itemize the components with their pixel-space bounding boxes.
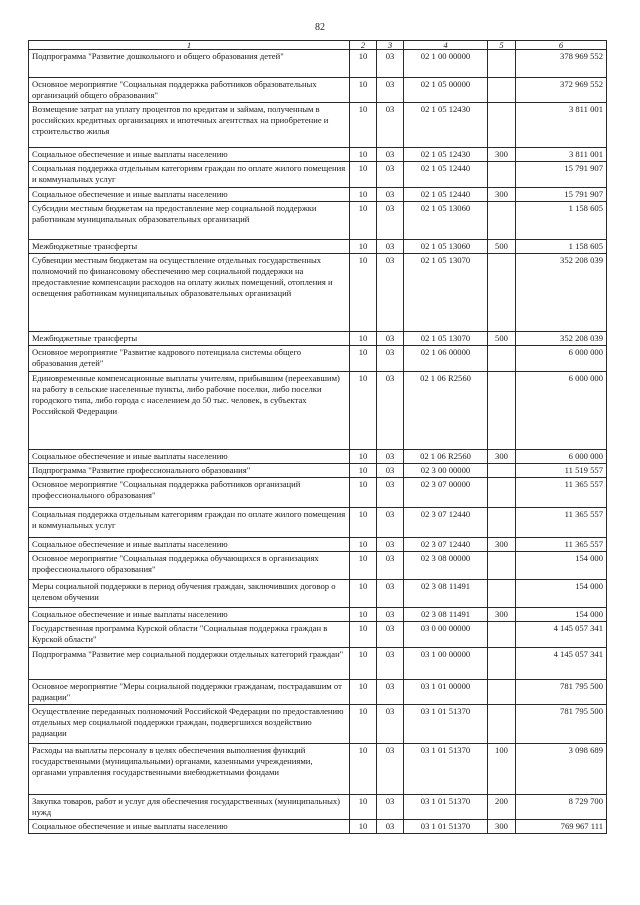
row-amount: 15 791 907 (516, 188, 607, 202)
row-subsection: 03 (377, 552, 404, 580)
row-subsection: 03 (377, 622, 404, 648)
row-target-article: 02 1 05 00000 (404, 78, 488, 103)
row-name: Межбюджетные трансферты (29, 332, 350, 346)
page-number: 82 (315, 22, 325, 33)
row-target-article: 02 1 05 12440 (404, 188, 488, 202)
row-target-article: 02 1 06 00000 (404, 346, 488, 372)
row-section: 10 (350, 346, 377, 372)
row-target-article: 03 1 01 51370 (404, 705, 488, 744)
row-subsection: 03 (377, 705, 404, 744)
row-target-article: 02 1 05 13070 (404, 332, 488, 346)
row-expense-type (488, 50, 516, 78)
row-amount: 3 811 001 (516, 148, 607, 162)
table-row (29, 622, 607, 648)
table-row (29, 680, 607, 705)
row-expense-type (488, 580, 516, 608)
row-amount: 11 365 557 (516, 508, 607, 538)
table-row (29, 608, 607, 622)
row-subsection: 03 (377, 103, 404, 148)
row-amount: 6 000 000 (516, 346, 607, 372)
row-subsection: 03 (377, 820, 404, 834)
row-target-article: 02 1 05 13070 (404, 254, 488, 332)
table-row (29, 552, 607, 580)
table-row (29, 103, 607, 148)
row-amount: 15 791 907 (516, 162, 607, 188)
row-expense-type: 300 (488, 188, 516, 202)
row-name: Подпрограмма "Развитие мер социальной поддержки отдельных категорий граждан" (29, 648, 350, 680)
row-amount: 781 795 500 (516, 680, 607, 705)
row-section: 10 (350, 795, 377, 820)
row-amount: 3 098 689 (516, 744, 607, 795)
row-name: Социальное обеспечение и иные выплаты населению (29, 148, 350, 162)
row-name: Подпрограмма "Развитие профессионального образования" (29, 464, 350, 478)
row-expense-type: 300 (488, 450, 516, 464)
row-target-article: 03 1 01 00000 (404, 680, 488, 705)
table-row (29, 202, 607, 240)
row-expense-type (488, 372, 516, 450)
table-row (29, 820, 607, 834)
row-target-article: 02 1 05 12430 (404, 148, 488, 162)
table-row (29, 50, 607, 78)
row-section: 10 (350, 78, 377, 103)
row-target-article: 02 1 06 R2560 (404, 372, 488, 450)
row-name: Субсидии местным бюджетам на предоставление мер социальной поддержки работникам муниципальных образовательных организаций (29, 202, 350, 240)
row-name: Основное мероприятие "Социальная поддержка работников образовательных организаций общего образования" (29, 78, 350, 103)
row-name: Социальное обеспечение и иные выплаты населению (29, 608, 350, 622)
table-row (29, 254, 607, 332)
row-target-article: 02 3 00 00000 (404, 464, 488, 478)
row-target-article: 02 1 05 12440 (404, 162, 488, 188)
row-name: Государственная программа Курской области "Социальная поддержка граждан в Курской области" (29, 622, 350, 648)
table-row (29, 705, 607, 744)
row-name: Социальная поддержка отдельным категориям граждан по оплате жилого помещения и коммунальных услуг (29, 162, 350, 188)
row-subsection: 03 (377, 508, 404, 538)
row-section: 10 (350, 332, 377, 346)
row-section: 10 (350, 820, 377, 834)
row-section: 10 (350, 608, 377, 622)
table-body (29, 50, 607, 834)
row-subsection: 03 (377, 450, 404, 464)
row-expense-type (488, 254, 516, 332)
row-section: 10 (350, 648, 377, 680)
row-expense-type (488, 202, 516, 240)
row-expense-type (488, 705, 516, 744)
row-name: Основное мероприятие "Меры социальной поддержки гражданам, пострадавшим от радиации" (29, 680, 350, 705)
row-subsection: 03 (377, 608, 404, 622)
row-amount: 769 967 111 (516, 820, 607, 834)
row-name: Социальное обеспечение и иные выплаты населению (29, 188, 350, 202)
row-target-article: 02 3 07 00000 (404, 478, 488, 508)
row-section: 10 (350, 622, 377, 648)
row-amount: 4 145 057 341 (516, 622, 607, 648)
row-target-article: 03 0 00 00000 (404, 622, 488, 648)
row-section: 10 (350, 705, 377, 744)
column-header: 5 (488, 41, 516, 50)
row-amount: 154 000 (516, 580, 607, 608)
row-subsection: 03 (377, 648, 404, 680)
row-name: Субвенции местным бюджетам на осуществление отдельных государственных полномочий по финансовому обеспечению мер социальной поддержки на предоставление компенсации расходов на оплату жилых помещений, отопления и освещения работникам муниципальных образовательных организаций (29, 254, 350, 332)
row-expense-type: 100 (488, 744, 516, 795)
row-subsection: 03 (377, 188, 404, 202)
row-subsection: 03 (377, 50, 404, 78)
row-name: Осуществление переданных полномочий Российской Федерации по предоставлению отдельных мер социальной поддержки граждан, подвергшихся воздействию радиации (29, 705, 350, 744)
row-amount: 11 519 557 (516, 464, 607, 478)
row-target-article: 03 1 00 00000 (404, 648, 488, 680)
row-expense-type: 300 (488, 608, 516, 622)
row-amount: 4 145 057 341 (516, 648, 607, 680)
column-header: 2 (350, 41, 377, 50)
table-row (29, 162, 607, 188)
row-section: 10 (350, 372, 377, 450)
row-amount: 8 729 700 (516, 795, 607, 820)
row-amount: 3 811 001 (516, 103, 607, 148)
row-target-article: 02 1 05 12430 (404, 103, 488, 148)
row-target-article: 02 3 07 12440 (404, 508, 488, 538)
row-subsection: 03 (377, 162, 404, 188)
table-row (29, 240, 607, 254)
row-section: 10 (350, 450, 377, 464)
row-target-article: 02 3 08 11491 (404, 608, 488, 622)
table-row (29, 346, 607, 372)
row-subsection: 03 (377, 202, 404, 240)
column-header: 6 (516, 41, 607, 50)
row-subsection: 03 (377, 580, 404, 608)
row-amount: 154 000 (516, 552, 607, 580)
row-section: 10 (350, 202, 377, 240)
row-expense-type (488, 162, 516, 188)
table-row (29, 450, 607, 464)
row-expense-type: 500 (488, 240, 516, 254)
table-row (29, 78, 607, 103)
row-subsection: 03 (377, 240, 404, 254)
row-expense-type (488, 464, 516, 478)
row-name: Закупка товаров, работ и услуг для обеспечения государственных (муниципальных) нужд (29, 795, 350, 820)
row-expense-type (488, 478, 516, 508)
row-name: Расходы на выплаты персоналу в целях обеспечения выполнения функций государственными (муниципальными) органами, казенными учреждениями, органами управления государственными внебюджетными фондами (29, 744, 350, 795)
row-expense-type (488, 552, 516, 580)
table-row (29, 648, 607, 680)
row-subsection: 03 (377, 478, 404, 508)
row-amount: 781 795 500 (516, 705, 607, 744)
row-name: Межбюджетные трансферты (29, 240, 350, 254)
row-amount: 378 969 552 (516, 50, 607, 78)
row-section: 10 (350, 162, 377, 188)
row-subsection: 03 (377, 332, 404, 346)
row-name: Основное мероприятие "Развитие кадрового потенциала системы общего образования детей" (29, 346, 350, 372)
table-header-row (29, 41, 607, 50)
row-section: 10 (350, 680, 377, 705)
row-amount: 1 158 605 (516, 202, 607, 240)
row-name: Социальная поддержка отдельным категориям граждан по оплате жилого помещения и коммунальных услуг (29, 508, 350, 538)
row-section: 10 (350, 464, 377, 478)
row-name: Единовременные компенсационные выплаты учителям, прибывшим (переехавшим) на работу в сельские населенные пункты, либо рабочие поселки, либо поселки городского типа, либо города с населением до 50 тыс. человек, в субъектах Российской Федерации (29, 372, 350, 450)
row-name: Основное мероприятие "Социальная поддержка работников организаций профессионального образования" (29, 478, 350, 508)
table-row (29, 795, 607, 820)
row-section: 10 (350, 240, 377, 254)
row-section: 10 (350, 50, 377, 78)
row-target-article: 03 1 01 51370 (404, 820, 488, 834)
row-subsection: 03 (377, 744, 404, 795)
row-target-article: 02 1 05 13060 (404, 202, 488, 240)
row-target-article: 02 1 05 13060 (404, 240, 488, 254)
row-amount: 1 158 605 (516, 240, 607, 254)
table-row (29, 538, 607, 552)
table-row (29, 372, 607, 450)
row-target-article: 02 3 08 11491 (404, 580, 488, 608)
row-section: 10 (350, 538, 377, 552)
row-name: Подпрограмма "Развитие дошкольного и общего образования детей" (29, 50, 350, 78)
table-row (29, 188, 607, 202)
row-expense-type (488, 78, 516, 103)
row-name: Социальное обеспечение и иные выплаты населению (29, 820, 350, 834)
row-expense-type (488, 648, 516, 680)
row-name: Меры социальной поддержки в период обучения граждан, заключивших договор о целевом обучении (29, 580, 350, 608)
table-row (29, 580, 607, 608)
row-amount: 11 365 557 (516, 478, 607, 508)
table-row (29, 744, 607, 795)
budget-table (28, 40, 607, 834)
row-expense-type: 500 (488, 332, 516, 346)
row-name: Социальное обеспечение и иные выплаты населению (29, 450, 350, 464)
row-name: Возмещение затрат на уплату процентов по кредитам и займам, полученным в российских кредитных организациях и ипотечных агентствах на приобретение и строительство жилья (29, 103, 350, 148)
row-expense-type: 200 (488, 795, 516, 820)
row-target-article: 03 1 01 51370 (404, 795, 488, 820)
row-amount: 11 365 557 (516, 538, 607, 552)
row-amount: 372 969 552 (516, 78, 607, 103)
table-row (29, 464, 607, 478)
column-header: 1 (29, 41, 350, 50)
row-subsection: 03 (377, 78, 404, 103)
row-expense-type (488, 508, 516, 538)
row-section: 10 (350, 188, 377, 202)
row-section: 10 (350, 254, 377, 332)
row-expense-type: 300 (488, 538, 516, 552)
row-expense-type (488, 103, 516, 148)
row-section: 10 (350, 580, 377, 608)
row-amount: 6 000 000 (516, 372, 607, 450)
row-subsection: 03 (377, 372, 404, 450)
row-subsection: 03 (377, 680, 404, 705)
table-row (29, 332, 607, 346)
column-header: 4 (404, 41, 488, 50)
table-row (29, 478, 607, 508)
row-section: 10 (350, 552, 377, 580)
row-section: 10 (350, 508, 377, 538)
row-amount: 6 000 000 (516, 450, 607, 464)
table-row (29, 508, 607, 538)
table-row (29, 148, 607, 162)
row-expense-type: 300 (488, 148, 516, 162)
row-expense-type (488, 346, 516, 372)
row-name: Основное мероприятие "Социальная поддержка обучающихся в организациях профессионального образования" (29, 552, 350, 580)
row-expense-type (488, 680, 516, 705)
row-name: Социальное обеспечение и иные выплаты населению (29, 538, 350, 552)
row-subsection: 03 (377, 148, 404, 162)
row-amount: 352 208 039 (516, 332, 607, 346)
row-amount: 154 000 (516, 608, 607, 622)
row-subsection: 03 (377, 254, 404, 332)
row-target-article: 02 3 08 00000 (404, 552, 488, 580)
row-target-article: 02 3 07 12440 (404, 538, 488, 552)
row-section: 10 (350, 478, 377, 508)
row-amount: 352 208 039 (516, 254, 607, 332)
row-subsection: 03 (377, 538, 404, 552)
row-target-article: 02 1 00 00000 (404, 50, 488, 78)
row-expense-type: 300 (488, 820, 516, 834)
row-target-article: 02 1 06 R2560 (404, 450, 488, 464)
row-subsection: 03 (377, 346, 404, 372)
row-subsection: 03 (377, 464, 404, 478)
row-section: 10 (350, 744, 377, 795)
row-subsection: 03 (377, 795, 404, 820)
row-target-article: 03 1 01 51370 (404, 744, 488, 795)
row-expense-type (488, 622, 516, 648)
row-section: 10 (350, 148, 377, 162)
row-section: 10 (350, 103, 377, 148)
column-header: 3 (377, 41, 404, 50)
